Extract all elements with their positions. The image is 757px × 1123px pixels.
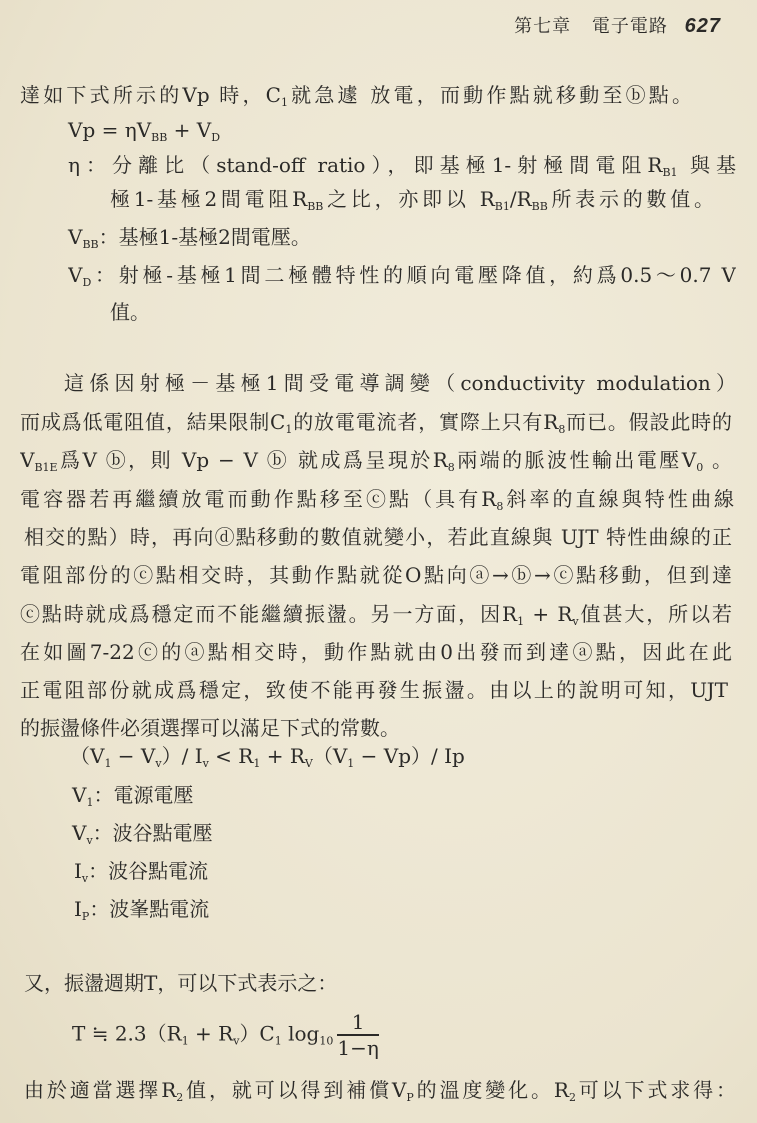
subscript: v: [86, 834, 93, 847]
running-header: [514, 12, 721, 38]
subscript: 1: [274, 1034, 282, 1048]
text-run: − Vp）/ Ip: [354, 744, 465, 768]
subscript: V: [304, 757, 313, 770]
text-line: [72, 782, 193, 808]
text-run: + V: [167, 118, 212, 142]
subscript: v: [202, 757, 209, 770]
text-run: 在如圖7-22ⓒ的ⓐ點相交時，動作點就由0出發而到達ⓐ點，因此在此: [20, 640, 732, 664]
text-run: 之比，亦即以 R: [323, 187, 495, 211]
text-run: V: [72, 821, 87, 845]
text-run: I: [74, 897, 82, 921]
text-line: [24, 1077, 736, 1103]
text-run: ：電源電壓: [93, 783, 194, 807]
text-line: [20, 677, 728, 703]
numerator: 1: [337, 1010, 378, 1036]
subscript: 2: [568, 1091, 576, 1103]
subscript: v: [81, 872, 89, 885]
text-line: [72, 820, 213, 846]
subscript: P: [406, 1091, 414, 1103]
text-run: 又，振盪週期T，可以下式表示之：: [24, 971, 338, 995]
text-line: [20, 562, 732, 588]
text-run: + R: [188, 1021, 234, 1046]
text-run: ⓒ點時就成爲穩定而不能繼續振盪。另一方面，因R: [20, 602, 518, 626]
text-run: V: [20, 448, 35, 472]
subscript: D: [82, 276, 92, 288]
denominator: 1−η: [337, 1036, 379, 1060]
text-line: [20, 601, 732, 627]
subscript: 1: [285, 423, 293, 435]
fraction: [337, 1010, 378, 1060]
subscript: 1: [253, 757, 261, 770]
text-line: [20, 409, 732, 435]
subscript: 1: [104, 757, 112, 770]
text-run: 斜率的直線與特性曲線: [503, 487, 734, 511]
text-line: [110, 299, 150, 325]
text-run: ：波谷點電流: [88, 859, 209, 883]
text-run: 極1-基極2間電阻R: [110, 187, 308, 211]
text-line: [110, 186, 714, 212]
text-run: 由於適當選擇R: [24, 1078, 177, 1102]
text-run: ：波峯點電流: [89, 897, 210, 921]
text-run: 正電阻部份就成爲穩定，致使不能再發生振盪。由以上的說明可知，UJT: [20, 678, 728, 702]
subscript: 1: [280, 96, 288, 108]
subscript: B1: [494, 200, 510, 212]
text-run: ：基極1-基極2間電壓。: [98, 225, 311, 249]
page-number: 627: [684, 15, 721, 37]
subscript: D: [211, 131, 221, 144]
text-run: 電阻部份的ⓒ點相交時，其動作點就從O點向ⓐ→ⓑ→ⓒ點移動，但到達: [20, 563, 732, 587]
subscript: 2: [176, 1091, 184, 1103]
subscript: BB: [307, 200, 324, 212]
text-run: 而成爲低電阻值，結果限制C: [20, 410, 286, 434]
subscript: 8: [447, 461, 455, 473]
text-run: V: [72, 783, 87, 807]
subscript: v: [572, 615, 579, 627]
text-run: ）C: [239, 1021, 275, 1046]
text-run: T ≒ 2.3（R: [72, 1021, 182, 1046]
text-line: [20, 447, 732, 473]
text-run: V: [68, 263, 83, 287]
text-run: 爲V ⓑ，則 Vp − V ⓑ 就成爲呈現於R: [57, 448, 448, 472]
text-run: < R: [208, 744, 254, 768]
text-run: 這係因射極－基極1間受電導調變（conductivity modulation）: [64, 371, 736, 395]
text-run: 與基: [677, 153, 736, 177]
text-run: 而已。假設此時的: [565, 410, 732, 434]
text-run: 可以下式求得：: [575, 1078, 736, 1102]
chapter-title: 電子電路: [591, 16, 668, 37]
text-run: 兩端的脈波性輸出電壓V: [454, 448, 697, 472]
text-run: log: [281, 1021, 320, 1046]
text-run: ：波谷點電壓: [92, 821, 213, 845]
text-line: [20, 639, 732, 665]
chapter-label: 第七章: [514, 16, 572, 37]
text-line: [74, 896, 209, 922]
text-line: [68, 117, 220, 143]
text-run: I: [74, 859, 82, 883]
subscript: v: [155, 757, 162, 770]
text-line: [24, 970, 337, 996]
subscript: 10: [319, 1034, 334, 1048]
text-run: + R: [260, 744, 305, 768]
text-run: 的振盪條件必須選擇可以滿足下式的常數。: [20, 716, 400, 740]
text-line: [20, 715, 400, 741]
text-line: [20, 486, 734, 512]
text-line: [72, 1010, 379, 1060]
subscript: 8: [558, 423, 566, 435]
subscript: B1: [662, 166, 678, 178]
subscript: 1: [517, 615, 525, 627]
subscript: BB: [151, 131, 168, 144]
text-run: 。: [703, 448, 732, 472]
text-run: （V: [312, 744, 348, 768]
text-run: （V: [70, 744, 105, 768]
text-run: 的放電電流者，實際上只有R: [292, 410, 559, 434]
text-run: 電容器若再繼續放電而動作點移至ⓒ點（具有R: [20, 487, 497, 511]
subscript: BB: [82, 238, 99, 251]
text-run: 值。: [110, 300, 150, 324]
subscript: 1: [181, 1034, 189, 1048]
text-run: η：分離比（stand-off ratio），即基極1-射極間電阻R: [68, 153, 663, 177]
subscript: 8: [496, 500, 504, 512]
subscript: 1: [347, 757, 355, 770]
text-run: 值甚大，所以若: [578, 602, 732, 626]
text-run: 值，就可以得到補償V: [183, 1078, 407, 1102]
text-run: 相交的點）時，再向ⓓ點移動的數值就變小，若此直線與 UJT 特性曲線的正: [24, 525, 732, 549]
text-line: [74, 858, 208, 884]
subscript: v: [233, 1034, 240, 1048]
text-run: ）/ I: [161, 744, 203, 768]
text-line: [68, 152, 736, 178]
subscript: P: [81, 910, 90, 923]
text-line: [24, 524, 732, 550]
text-run: + R: [524, 602, 573, 626]
text-run: 所表示的數值。: [547, 187, 714, 211]
text-line: [70, 743, 465, 769]
subscript: BB: [531, 200, 548, 212]
text-run: V: [68, 225, 83, 249]
text-line: [68, 262, 736, 288]
text-line: [20, 82, 692, 108]
text-run: − V: [111, 744, 156, 768]
subscript: 1: [86, 796, 94, 809]
subscript: 0: [696, 461, 704, 473]
text-run: 達如下式所示的Vp 時，C: [20, 83, 281, 107]
text-run: /R: [509, 187, 532, 211]
text-run: ：射極-基極1間二極體特性的順向電壓降值，約爲0.5～0.7 V: [91, 263, 736, 287]
text-line: [64, 370, 736, 396]
text-run: 就急遽 放電，而動作點就移動至ⓑ點。: [287, 83, 692, 107]
text-line: [68, 224, 311, 250]
text-run: 的溫度變化。R: [413, 1078, 569, 1102]
subscript: B1E: [34, 461, 58, 473]
text-run: Vp = ηV: [68, 118, 152, 142]
